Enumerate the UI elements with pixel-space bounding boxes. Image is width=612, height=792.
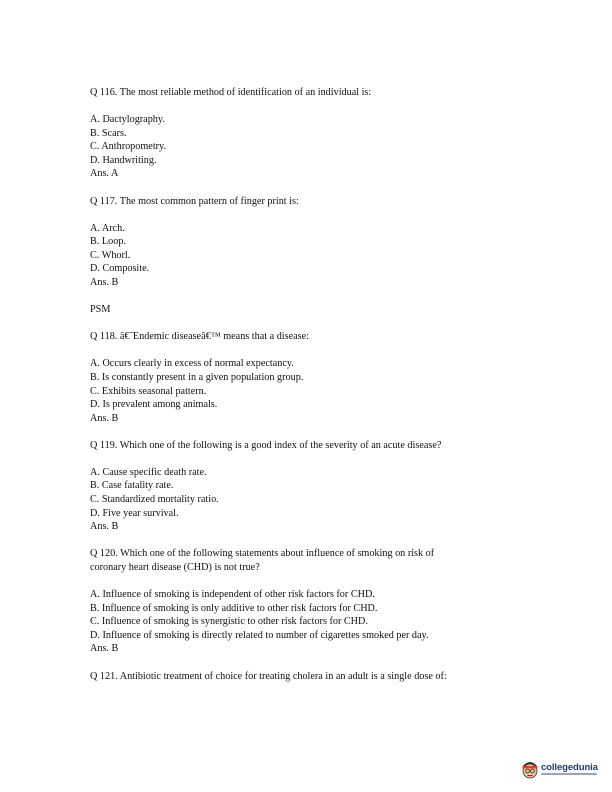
option-c: C. Whorl.	[90, 249, 131, 261]
collegedunia-mascot-icon	[521, 760, 539, 780]
question-block-121	[90, 670, 530, 684]
answer-119: Ans. B	[90, 521, 119, 533]
option-c: C. Standardized mortality ratio.	[90, 494, 219, 506]
option-d: D. Five year survival.	[90, 507, 179, 519]
option-a: A. Cause specific death rate.	[90, 466, 207, 478]
question-120-text	[90, 547, 530, 574]
option-b: B. Influence of smoking is only additive to other risk factors for CHD.	[90, 602, 378, 614]
option-a: A. Dactylography.	[90, 114, 165, 126]
option-b: B. Is constantly present in a given population group.	[90, 371, 304, 383]
question-121-text: Q 121. Antibiotic treatment of choice for treating cholera in an adult is a single dose of:	[90, 670, 447, 682]
answer-118: Ans. B	[90, 412, 119, 424]
option-d: D. Handwriting.	[90, 154, 157, 166]
question-120-line-1: Q 120. Which one of the following statements about influence of smoking on risk of	[90, 548, 435, 560]
logo-wordmark: collegedunia	[541, 762, 598, 773]
option-a: A. Influence of smoking is independent of other risk factors for CHD.	[90, 589, 375, 601]
option-b: B. Scars.	[90, 127, 127, 139]
answer-120: Ans. B	[90, 643, 119, 655]
option-c: C. Exhibits seasonal pattern.	[90, 385, 207, 397]
answer-117: Ans. B	[90, 277, 119, 289]
option-c: C. Influence of smoking is synergistic to other risk factors for CHD.	[90, 616, 368, 628]
option-d: D. Influence of smoking is directly related to number of cigarettes smoked per day.	[90, 629, 429, 641]
option-a: A. Occurs clearly in excess of normal expectancy.	[90, 358, 294, 370]
logo-tagline-bar	[541, 773, 597, 775]
question-116-text: Q 116. The most reliable method of identification of an individual is:	[90, 87, 372, 98]
option-c: C. Anthropometry.	[90, 141, 167, 153]
section-heading-psm: PSM	[90, 304, 111, 316]
option-b: B. Case fatality rate.	[90, 480, 174, 492]
question-119-text: Q 119. Which one of the following is a good index of the severity of an acute disease?	[90, 439, 442, 451]
question-block-116	[90, 86, 530, 181]
option-d: D. Is prevalent among animals.	[90, 399, 218, 411]
question-120-line-2: coronary heart disease (CHD) is not true?	[90, 561, 260, 573]
question-block-120	[90, 547, 530, 656]
question-list	[90, 86, 530, 697]
question-118-text: Q 118. â€˜Endemic diseaseâ€™ means that a disease:	[90, 331, 309, 343]
question-block-117	[90, 195, 530, 290]
option-b: B. Loop.	[90, 236, 126, 248]
collegedunia-logo[interactable]	[521, 760, 601, 786]
option-d: D. Composite.	[90, 263, 150, 275]
question-block-118	[90, 330, 530, 425]
question-block-119	[90, 439, 530, 534]
option-a: A. Arch.	[90, 222, 125, 234]
question-117-text: Q 117. The most common pattern of finger print is:	[90, 195, 299, 207]
answer-116: Ans. A	[90, 168, 119, 180]
